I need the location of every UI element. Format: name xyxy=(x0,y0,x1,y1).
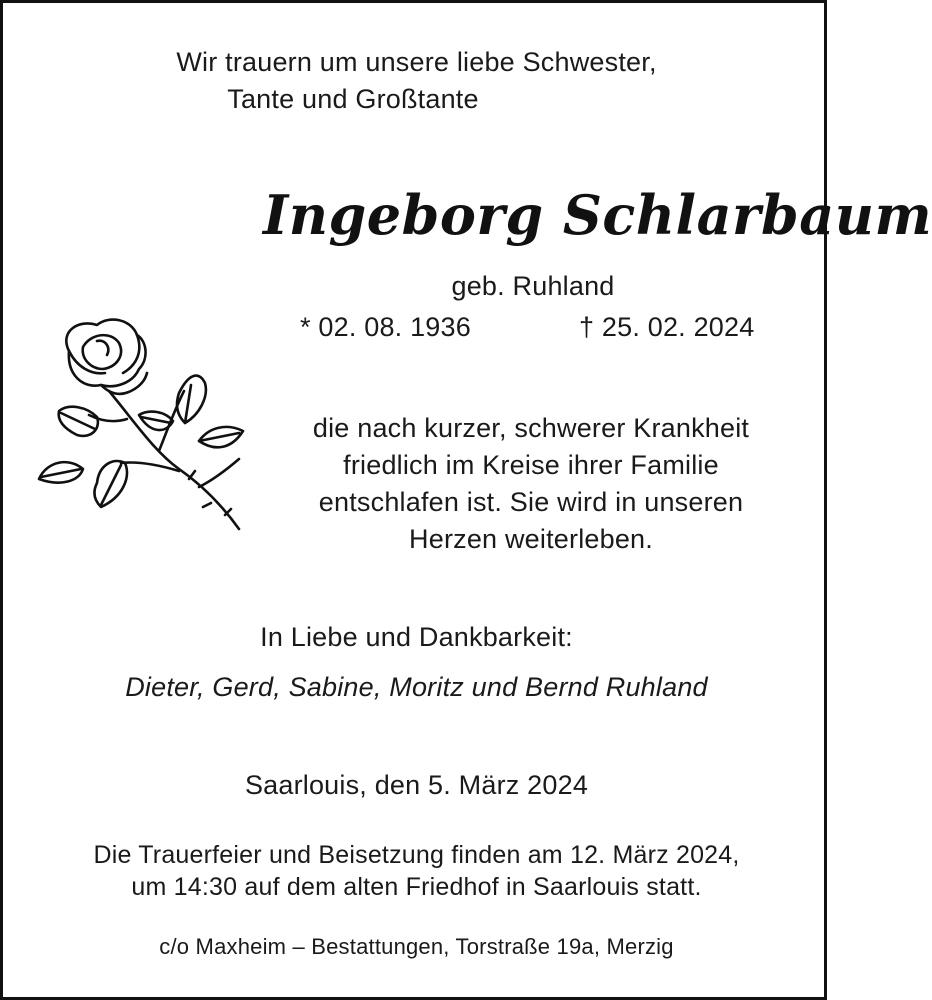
deceased-name: Ingeborg Schlarbaum xyxy=(263,183,932,247)
place-and-date: Saarlouis, den 5. März 2024 xyxy=(244,770,589,800)
death-date: † 25. 02. 2024 xyxy=(579,312,755,342)
rose-icon xyxy=(39,311,249,541)
undertaker-contact: c/o Maxheim – Bestattungen, Torstraße 19a, Merzig xyxy=(159,934,674,959)
message-line-1: die nach kurzer, schwerer Krankheit xyxy=(312,413,750,443)
closing-phrase: In Liebe und Dankbarkeit: xyxy=(260,622,573,652)
intro-line-2: Tante und Großtante xyxy=(227,84,479,114)
funeral-line-2: um 14:30 auf dem alten Friedhof in Saarlouis statt. xyxy=(131,873,702,901)
maiden-name: geb. Ruhland xyxy=(451,271,615,301)
message-line-4: Herzen weiterleben. xyxy=(409,524,653,554)
birth-date: * 02. 08. 1936 xyxy=(300,312,471,342)
message-line-3: entschlafen ist. Sie wird in unseren xyxy=(318,487,744,517)
intro-line-1: Wir trauern um unsere liebe Schwester, xyxy=(176,47,657,77)
mourners-list: Dieter, Gerd, Sabine, Moritz und Bernd Ruhland xyxy=(125,672,708,702)
message-line-2: friedlich im Kreise ihrer Familie xyxy=(343,450,719,480)
funeral-line-1: Die Trauerfeier und Beisetzung finden am 12. März 2024, xyxy=(93,841,740,869)
